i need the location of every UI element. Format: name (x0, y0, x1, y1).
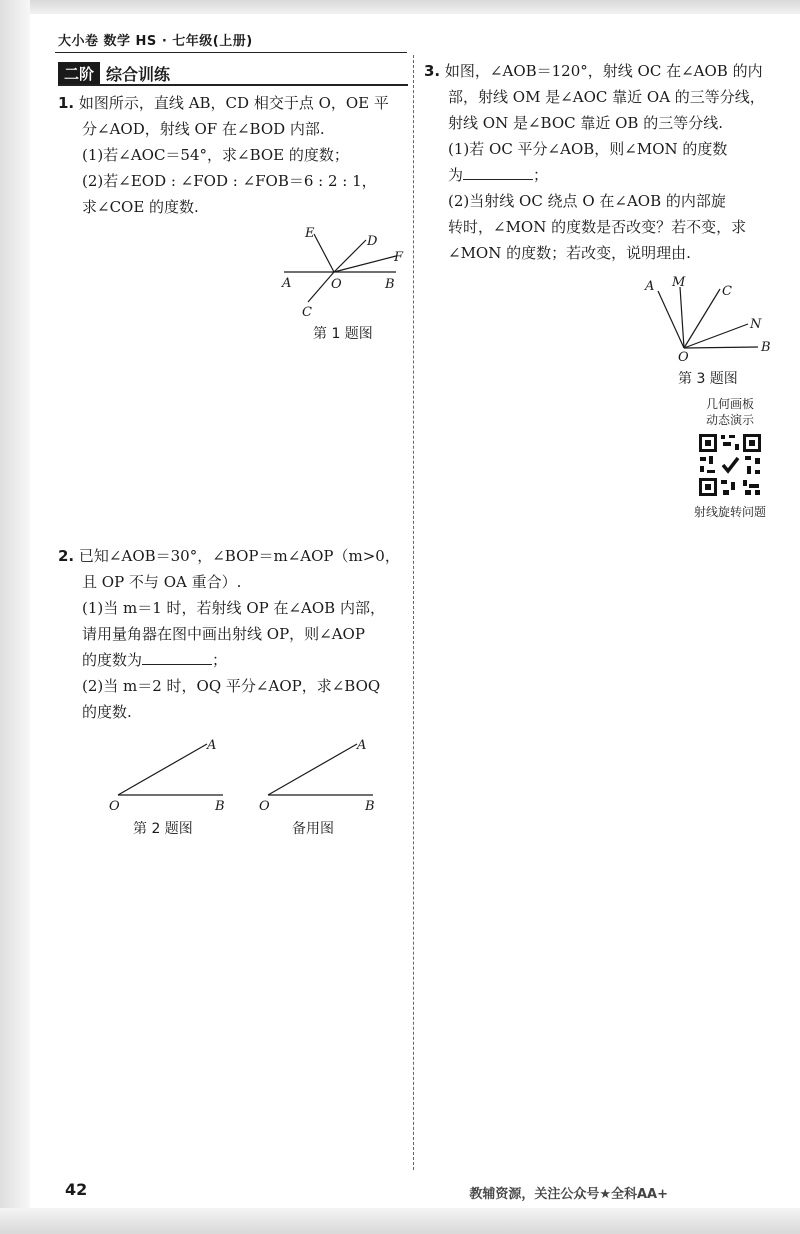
ray-ob (684, 347, 758, 348)
label-m: M (672, 275, 686, 290)
label-o: O (678, 350, 689, 364)
figure-2-diagram (105, 735, 235, 815)
problem-text-line: 且 OP 不与 OA 重合）. (82, 573, 242, 591)
scan-shadow-left (0, 0, 30, 1234)
label-n: N (750, 317, 762, 332)
scan-shadow-bottom (0, 1208, 800, 1234)
problem-number: 3. (424, 62, 441, 80)
ray-oe (314, 234, 334, 272)
ray-om (680, 287, 684, 348)
label-o: O (109, 799, 120, 814)
figure-2-caption: 第 2 题图 (133, 821, 193, 837)
problem-text-line: 已知∠AOB＝30°，∠BOP＝m∠AOP（m>0， (78, 547, 400, 565)
section-title (58, 62, 170, 85)
label-b: B (215, 799, 225, 814)
ray-on (684, 324, 748, 348)
qr-code-graphic (697, 432, 763, 498)
problem-text-line: ； (212, 651, 228, 669)
ray-of (334, 256, 396, 272)
problem-text-line: 射线 ON 是∠BOC 靠近 OB 的三等分线. (448, 114, 723, 132)
problem-text-line: 求∠COE 的度数. (82, 198, 199, 216)
qr-label-line: 几何画板 (705, 397, 754, 411)
footer-note: 教辅资源，关注公众号★全科AA+ (469, 1187, 668, 1202)
problem-text-line: 部，射线 OM 是∠AOC 靠近 OA 的三等分线， (448, 88, 765, 106)
label-e: E (305, 226, 315, 241)
problem-text-line: (2)当 m＝2 时，OQ 平分∠AOP，求∠BOQ (82, 677, 381, 695)
problem-text-line: (1)当 m＝1 时，若射线 OP 在∠AOB 内部， (82, 599, 385, 617)
problem-text-line: ∠MON 的度数；若改变，说明理由. (448, 244, 691, 262)
problem-text-line: ； (533, 166, 549, 184)
qr-block (680, 396, 780, 520)
label-c: C (722, 284, 732, 299)
problem-text-line: 分∠AOD，射线 OF 在∠BOD 内部. (82, 120, 325, 138)
qr-code-icon[interactable] (697, 432, 763, 498)
figure-2-spare-caption: 备用图 (292, 821, 334, 837)
figure-1 (278, 222, 408, 331)
label-a: A (645, 279, 655, 294)
problem-text-line: (1)若∠AOC＝54°，求∠BOE 的度数； (82, 146, 349, 164)
label-b: B (385, 277, 395, 292)
section-name: 综合训练 (106, 65, 171, 84)
ray-oa (118, 744, 207, 795)
label-a: A (282, 276, 292, 291)
section-badge: 二阶 (58, 62, 100, 85)
running-head: 大小卷 数学 HS · 七年级(上册) (58, 34, 253, 49)
label-f: F (394, 250, 404, 265)
problem-text-line: (2)若∠EOD : ∠FOD : ∠FOB＝6 : 2 : 1， (82, 172, 377, 190)
ray-od (334, 240, 366, 272)
ray-oc (684, 289, 720, 348)
label-a: A (357, 738, 367, 753)
problem-text-line: 的度数. (82, 703, 132, 721)
problem-text-line: 转时，∠MON 的度数是否改变？若不变，求 (448, 218, 747, 236)
figure-2 (105, 735, 235, 819)
figure-2-spare-diagram (255, 735, 385, 815)
answer-blank[interactable] (463, 163, 533, 180)
figure-3-diagram (640, 272, 780, 364)
label-d: D (367, 234, 378, 249)
problem-text-line: (1)若 OC 平分∠AOB，则∠MON 的度数 (448, 140, 728, 158)
ray-oa (658, 291, 684, 348)
problem-text-line: 请用量角器在图中画出射线 OP，则∠AOP (82, 625, 365, 643)
figure-1-diagram (278, 222, 408, 327)
label-b: B (365, 799, 375, 814)
problem-text-line: 的度数为 (82, 651, 143, 669)
head-rule (55, 52, 407, 53)
problem-1 (58, 90, 408, 220)
label-o: O (331, 277, 342, 292)
qr-caption: 射线旋转问题 (693, 505, 766, 519)
problem-text-line: 为 (448, 166, 464, 184)
ray-oa (268, 744, 357, 795)
problem-number: 2. (58, 547, 75, 565)
qr-label-line: 动态演示 (705, 413, 754, 427)
figure-2-spare (255, 735, 385, 819)
problem-number: 1. (58, 94, 75, 112)
problem-text-line: 如图所示，直线 AB，CD 相交于点 O，OE 平 (78, 94, 389, 112)
scan-shadow-top (0, 0, 800, 14)
problem-text-line: 如图，∠AOB＝120°，射线 OC 在∠AOB 的内 (444, 62, 763, 80)
page-number: 42 (65, 1180, 88, 1199)
answer-blank[interactable] (142, 648, 212, 665)
problem-text-line: (2)当射线 OC 绕点 O 在∠AOB 的内部旋 (448, 192, 726, 210)
section-rule (58, 84, 408, 86)
problem-2 (58, 543, 410, 725)
label-c: C (302, 305, 312, 320)
label-o: O (259, 799, 270, 814)
figure-1-caption: 第 1 题图 (313, 326, 373, 342)
label-b: B (761, 340, 771, 355)
figure-3-caption: 第 3 题图 (678, 371, 738, 387)
column-divider (413, 55, 414, 1170)
label-a: A (207, 738, 217, 753)
problem-3 (424, 58, 784, 266)
figure-3 (640, 272, 780, 368)
